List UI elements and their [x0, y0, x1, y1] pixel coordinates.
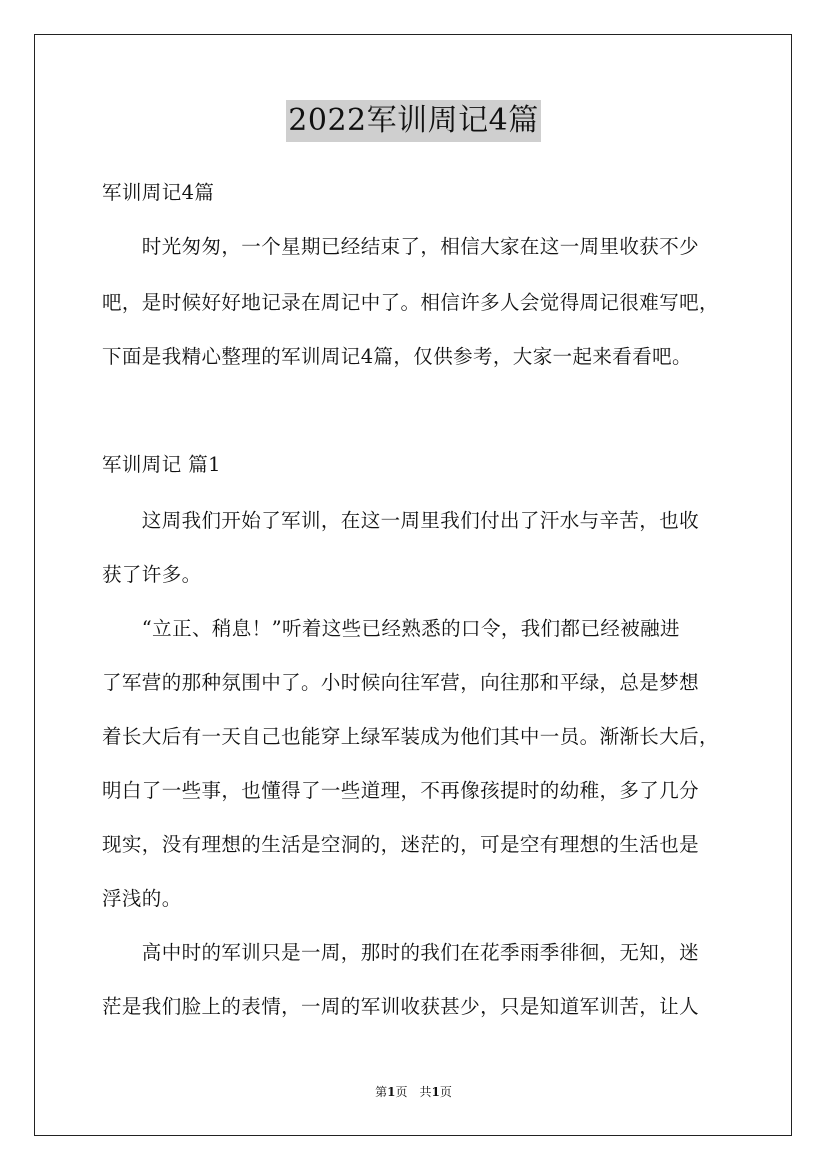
footer-page-prefix: 第 [375, 1085, 388, 1099]
document-title: 2022军训周记4篇 [286, 100, 540, 142]
paragraph-line: 下面是我精心整理的军训周记4篇，仅供参考，大家一起来看看吧。 [102, 345, 692, 368]
paragraph-line: 明白了一些事，也懂得了一些道理，不再像孩提时的幼稚，多了几分 [102, 779, 700, 802]
paragraph-line: 浮浅的。 [102, 887, 182, 910]
paragraph-line: “立正、稍息！”听着这些已经熟悉的口令，我们都已经被融进 [102, 617, 680, 640]
paragraph-line: 吧，是时候好好地记录在周记中了。相信许多人会觉得周记很难写吧， [102, 291, 719, 314]
title-container [0, 100, 827, 142]
footer-page-suffix: 页 [439, 1085, 452, 1099]
paragraph-line: 获了许多。 [102, 563, 202, 586]
paragraph-line: 时光匆匆，一个星期已经结束了，相信大家在这一周里收获不少 [102, 235, 700, 258]
paragraph-line: 现实，没有理想的生活是空洞的，迷茫的，可是空有理想的生活也是 [102, 833, 700, 856]
paragraph-line: 高中时的军训只是一周，那时的我们在花季雨季徘徊，无知，迷 [102, 941, 700, 964]
page-footer [0, 1084, 827, 1100]
footer-page-total: 1 [431, 1085, 440, 1099]
paragraph-line: 茫是我们脸上的表情，一周的军训收获甚少，只是知道军训苦，让人 [102, 995, 700, 1018]
section-heading-intro: 军训周记4篇 [102, 181, 215, 204]
paragraph-line: 着长大后有一天自己也能穿上绿军装成为他们其中一员。渐渐长大后， [102, 725, 719, 748]
footer-page-number: 1 [387, 1085, 396, 1099]
paragraph-line: 了军营的那种氛围中了。小时候向往军营，向往那和平绿，总是梦想 [102, 671, 700, 694]
section-heading-part1: 军训周记 篇1 [102, 453, 221, 476]
paragraph-line: 这周我们开始了军训，在这一周里我们付出了汗水与辛苦，也收 [102, 509, 700, 532]
footer-page-mid: 页 共 [395, 1085, 432, 1099]
